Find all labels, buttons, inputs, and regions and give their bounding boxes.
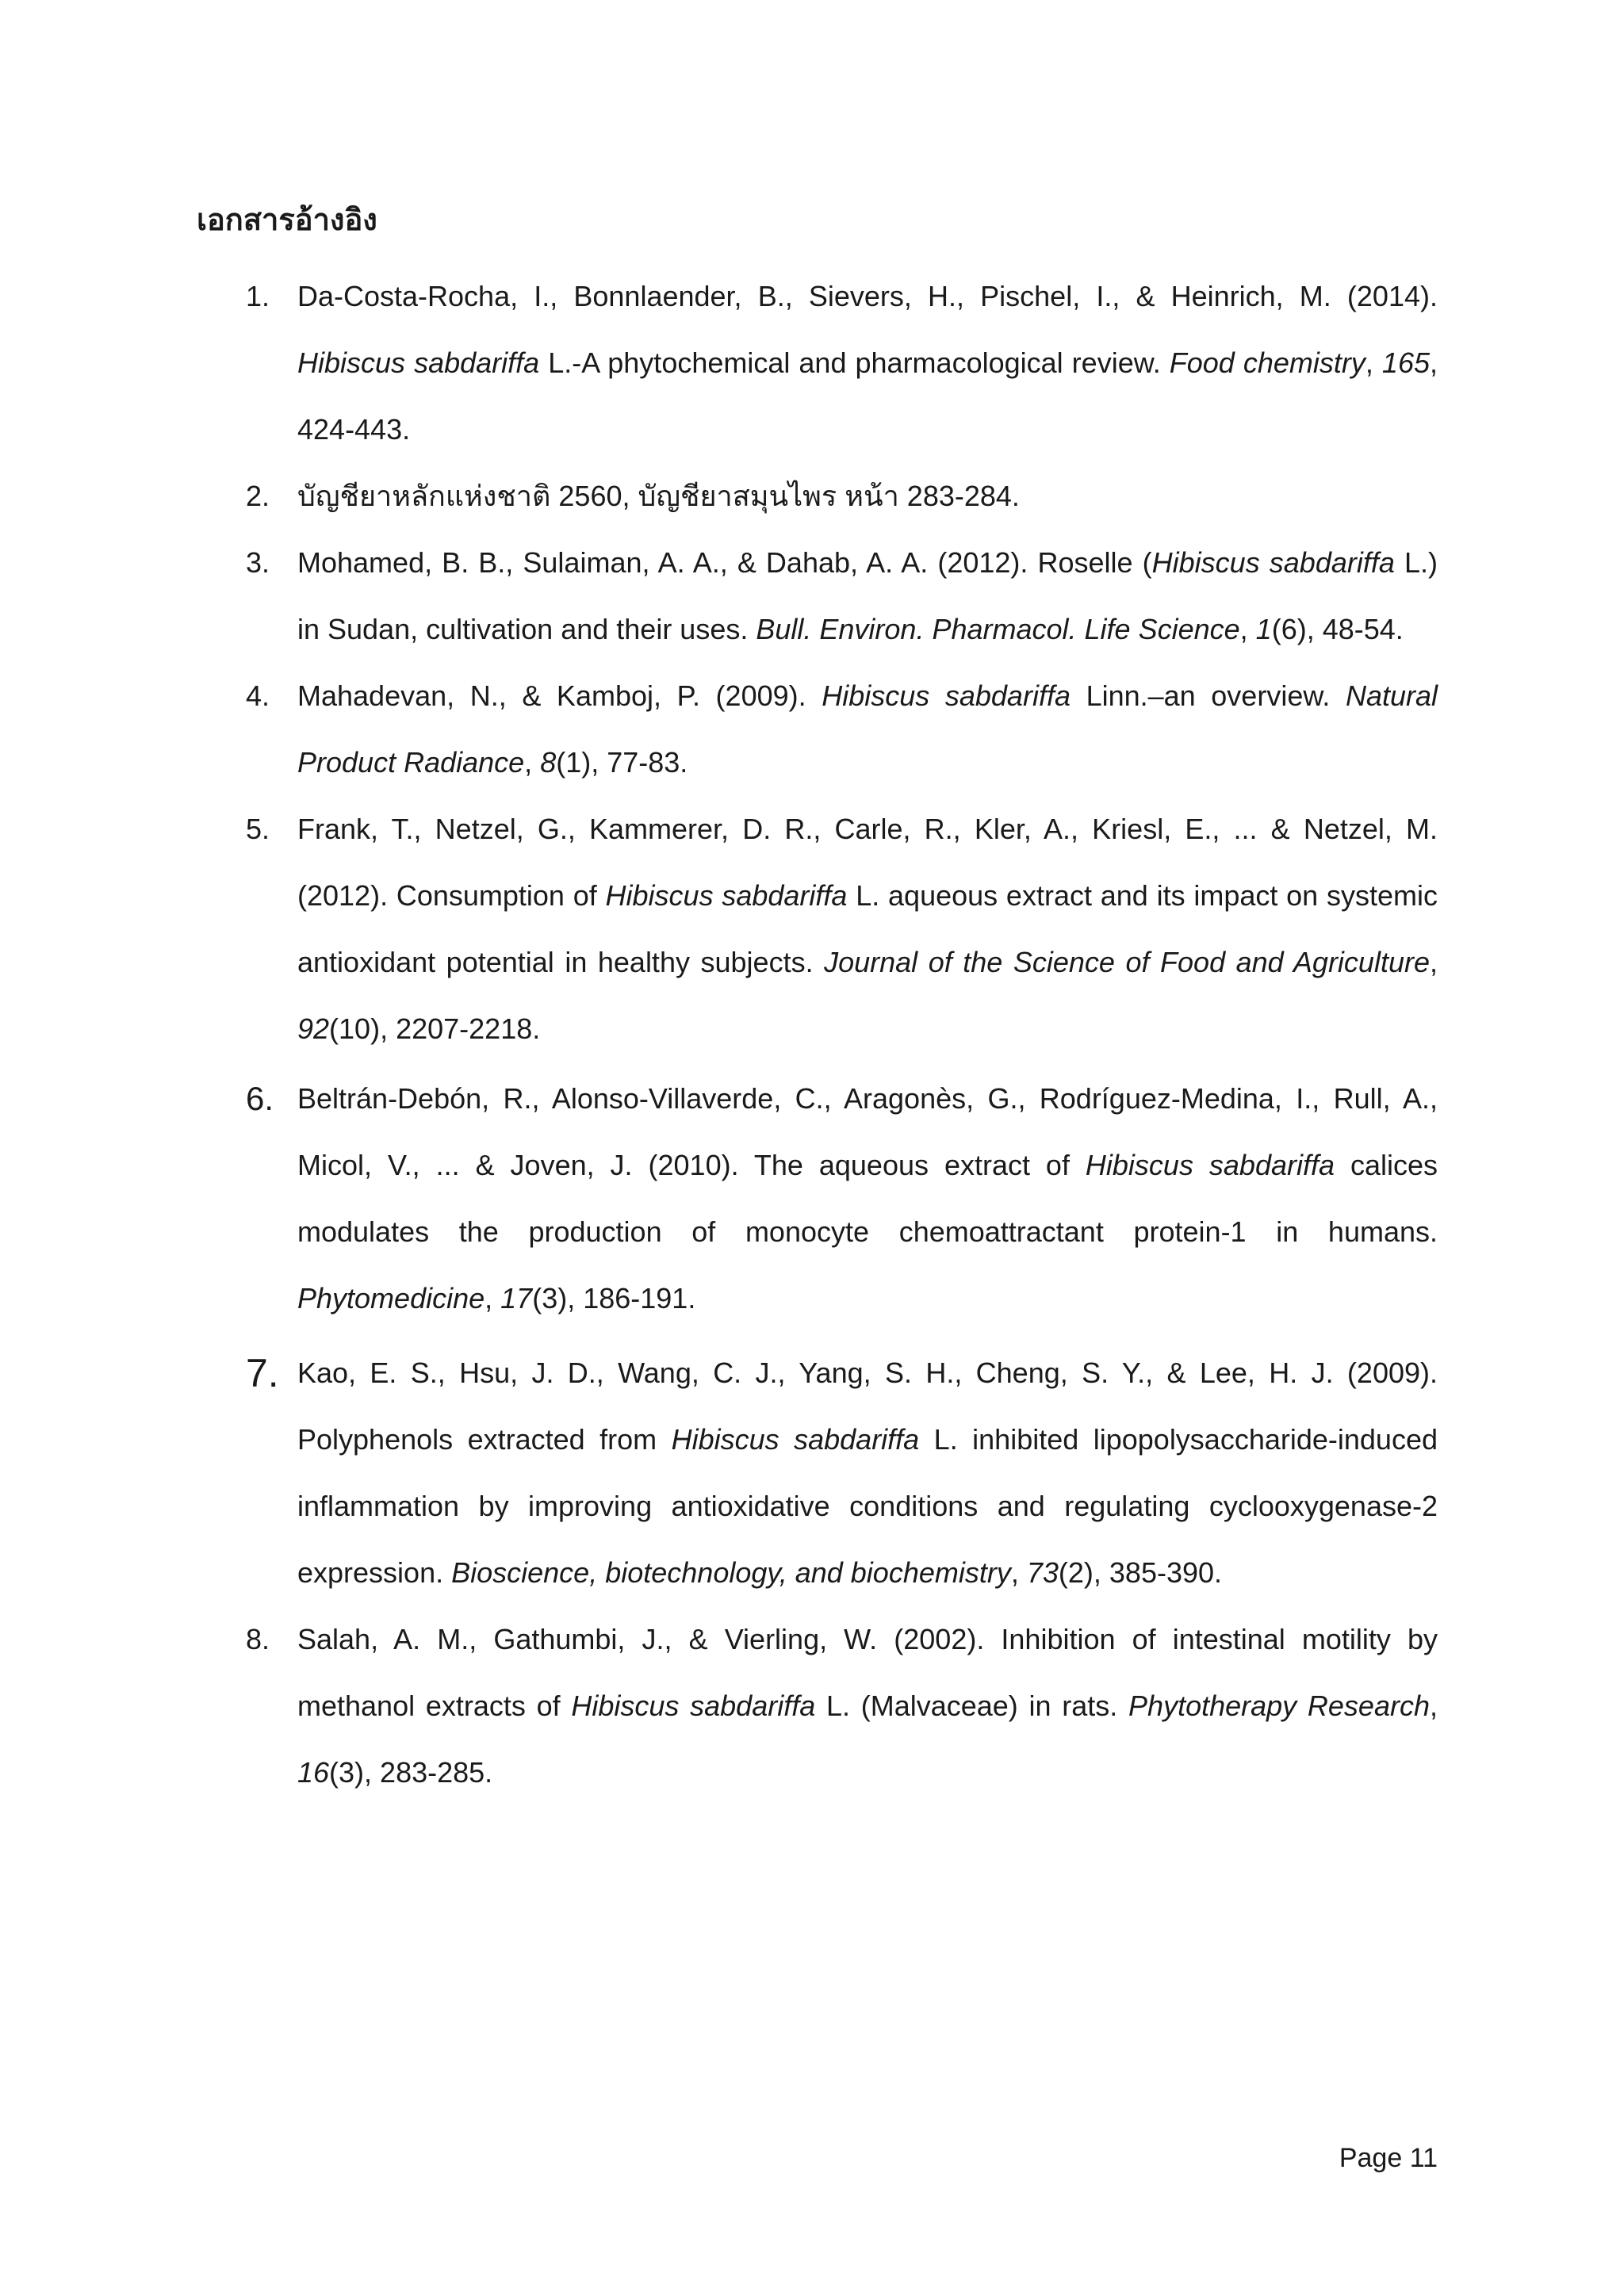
reference-item <box>0 796 1438 1062</box>
reference-italic-segment: 73 <box>1026 1556 1059 1589</box>
reference-number: 8. <box>246 1623 270 1655</box>
reference-item <box>0 663 1438 796</box>
reference-segment: (10), 2207-2218. <box>329 1012 541 1045</box>
reference-item <box>0 263 1438 463</box>
reference-segment: Frank, T., Netzel, G., Kammerer, D. R., Carle, R., Kler, A., Kriesl, E., ... & Netzel, M. (2012). Consumption of <box>297 813 1438 912</box>
reference-italic-segment: Bioscience, biotechnology, and biochemistry <box>451 1556 1011 1589</box>
reference-italic-segment: Phytomedicine <box>297 1282 485 1314</box>
reference-segment: L. inhibited lipopolysaccharide-induced inflammation by improving antioxidative conditions and regulating cyclooxygenase-2 expression. <box>297 1423 1438 1589</box>
reference-italic-segment: 165 <box>1381 346 1430 379</box>
reference-item <box>0 463 1438 530</box>
reference-text <box>297 679 1438 779</box>
reference-segment: , <box>1365 346 1382 379</box>
reference-segment: L.) in Sudan, cultivation and their uses. <box>297 546 1438 645</box>
reference-italic-segment: 17 <box>500 1282 533 1314</box>
reference-segment: L.-A phytochemical and pharmacological review. <box>539 346 1170 379</box>
reference-italic-segment: Hibiscus sabdariffa <box>605 879 848 912</box>
reference-italic-segment: 16 <box>297 1756 330 1789</box>
reference-italic-segment: Natural Product Radiance <box>297 679 1438 779</box>
reference-number: 4. <box>246 679 270 712</box>
reference-segment: L. aqueous extract and its impact on systemic antioxidant potential in healthy subjects. <box>297 879 1438 978</box>
reference-italic-segment: Hibiscus sabdariffa <box>297 346 540 379</box>
reference-segment: , <box>1239 613 1256 645</box>
reference-segment: , <box>1010 1556 1027 1589</box>
reference-italic-segment: 8 <box>540 746 557 779</box>
reference-number: 1. <box>246 280 270 312</box>
reference-number: 7. <box>246 1351 279 1395</box>
reference-segment: Kao, E. S., Hsu, J. D., Wang, C. J., Yang, S. H., Cheng, S. Y., & Lee, H. J. (2009). Polyphenols extracted from <box>297 1357 1438 1456</box>
reference-text <box>297 480 1020 512</box>
reference-italic-segment: Hibiscus sabdariffa <box>571 1689 816 1722</box>
reference-number: 3. <box>246 546 270 579</box>
reference-text <box>297 1623 1438 1789</box>
reference-segment: , 424-443. <box>297 346 1438 446</box>
reference-number: 2. <box>246 480 270 512</box>
reference-segment: (6), 48-54. <box>1271 613 1404 645</box>
reference-italic-segment: Hibiscus sabdariffa <box>1151 546 1395 579</box>
reference-text <box>297 280 1438 446</box>
reference-italic-segment: 92 <box>297 1012 330 1045</box>
reference-segment: Da-Costa-Rocha, I., Bonnlaender, B., Sievers, H., Pischel, I., & Heinrich, M. (2014). <box>297 280 1438 312</box>
reference-number: 5. <box>246 813 270 845</box>
reference-segment: Linn.–an overview. <box>1070 679 1346 712</box>
page-number: Page 11 <box>1339 2143 1438 2173</box>
reference-item <box>0 1066 1438 1332</box>
reference-italic-segment: Hibiscus sabdariffa <box>822 679 1071 712</box>
reference-segment: บัญชียาหลักแห่งชาติ 2560, บัญชียาสมุนไพร หน้า 283-284. <box>297 480 1020 512</box>
reference-segment: , <box>1429 1689 1438 1722</box>
reference-italic-segment: Hibiscus sabdariffa <box>1085 1149 1335 1181</box>
reference-segment: Beltrán-Debón, R., Alonso-Villaverde, C., Aragonès, G., Rodríguez-Medina, I., Rull, A., Micol, V., ... & Joven, J. (2010). The aqueous extract of <box>297 1082 1438 1181</box>
reference-italic-segment: Journal of the Science of Food and Agriculture <box>824 946 1430 978</box>
reference-item <box>0 530 1438 663</box>
reference-segment: , <box>1429 946 1438 978</box>
reference-segment: (3), 283-285. <box>329 1756 493 1789</box>
reference-item <box>0 1606 1438 1806</box>
reference-italic-segment: Bull. Environ. Pharmacol. Life Science <box>756 613 1240 645</box>
reference-segment: Mohamed, B. B., Sulaiman, A. A., & Dahab, A. A. (2012). Roselle ( <box>297 546 1152 579</box>
reference-text <box>297 546 1438 645</box>
reference-number: 6. <box>246 1080 274 1117</box>
reference-italic-segment: Phytotherapy Research <box>1128 1689 1430 1722</box>
reference-segment: , <box>524 746 541 779</box>
reference-italic-segment: Food chemistry <box>1169 346 1365 379</box>
reference-text <box>297 1082 1438 1314</box>
reference-item <box>0 1340 1438 1606</box>
reference-segment: L. (Malvaceae) in rats. <box>815 1689 1129 1722</box>
reference-text <box>297 813 1438 1045</box>
reference-segment: Salah, A. M., Gathumbi, J., & Vierling, W. (2002). Inhibition of intestinal motility by methanol extracts of <box>297 1623 1438 1722</box>
reference-segment: , <box>485 1282 501 1314</box>
reference-list <box>0 263 1624 1806</box>
reference-segment: (3), 186-191. <box>532 1282 696 1314</box>
reference-text <box>297 1357 1438 1589</box>
reference-segment: calices modulates the production of monocyte chemoattractant protein-1 in humans. <box>297 1149 1438 1248</box>
reference-segment: Mahadevan, N., & Kamboj, P. (2009). <box>297 679 822 712</box>
reference-segment: (1), 77-83. <box>556 746 688 779</box>
reference-segment: (2), 385-390. <box>1058 1556 1223 1589</box>
reference-italic-segment: Hibiscus sabdariffa <box>671 1423 920 1456</box>
reference-italic-segment: 1 <box>1255 613 1272 645</box>
references-heading: เอกสารอ้างอิง <box>197 204 377 237</box>
